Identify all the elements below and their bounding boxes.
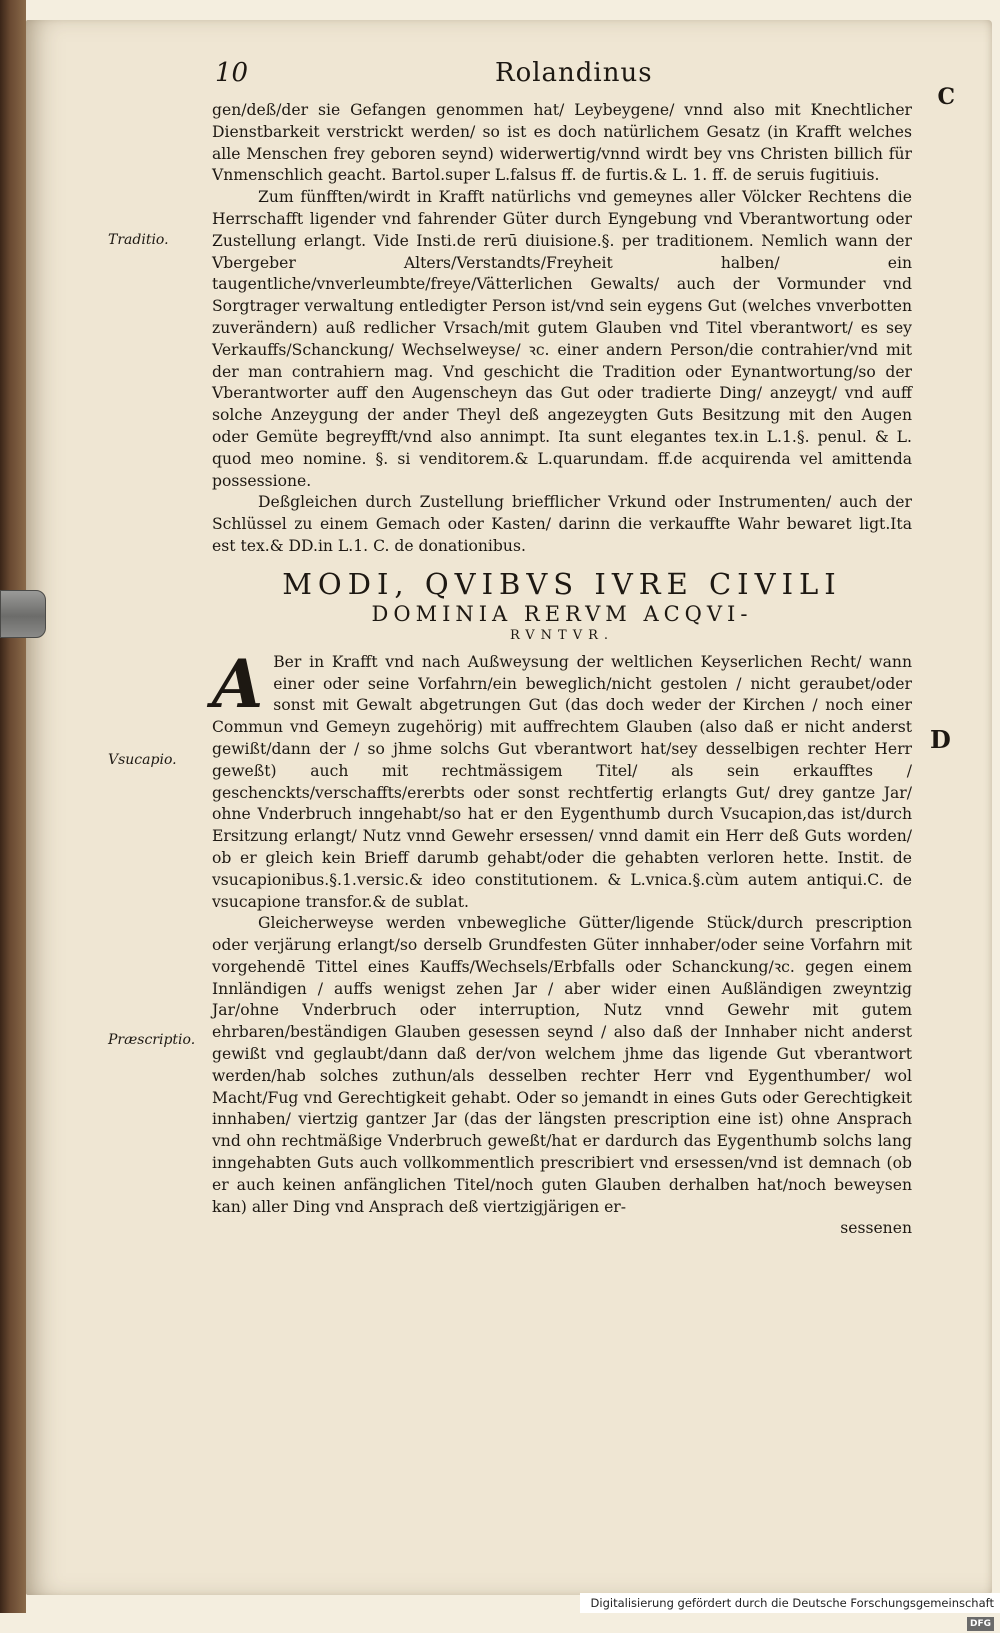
paragraph-4-text: Ber in Krafft vnd nach Außweysung der weltlichen Keyserlichen Recht/ wann einer oder seine Vorfahrn/ein beweglich/nicht gestolen / nicht geraubet/oder sonst mit Gewalt abgetrungen Gut (das doch weder der Kirchen / noch einer Commun vnd Gemeyn zugehörig) mit auffrechtem Glauben (also daß er nicht anderst gewißt/dann der / so jhme solchs Gut vberantwort hat/sey desselbigen rechter Herr geweßt) auch mit rechtmässigem Titel/ als sein erkaufftes / geschenckts/verschaffts/ererbts oder sonst rechtfertig erlangts Gut/ drey gantze Jar/ ohne Vnderbruch inngehabt/so hat er den Eygenthumb durch Vsucapion,das ist/durch Ersitzung erlangt/ Nutz vnnd Gewehr ersessen/ vnnd damit ein Herr deß Guts worden/ ob er gleich kein Brieff darumb gehabt/oder die gehabten verloren hette. Instit. de vsucapionibus.§.1.versic.& ideo constitutionem. & L.vnica.§.cùm autem antiqui.C. de vsucapione transfor.& de sublat. <box>212 652 912 911</box>
book-spine-edge <box>0 0 26 1613</box>
section-heading <box>212 566 912 646</box>
metal-clasp <box>0 590 46 638</box>
marginal-note-praescriptio: Præscriptio. <box>108 1032 196 1048</box>
dfg-logo: DFG <box>967 1617 994 1631</box>
footer-credit <box>580 1593 1000 1629</box>
marginal-note-vsucapio: Vsucapio. <box>108 752 177 768</box>
page-number: 10 <box>215 58 249 88</box>
footer-credit-text: Digitalisierung gefördert durch die Deutsche Forschungsgemeinschaft <box>590 1596 994 1610</box>
heading-line-3: RVNTVR. <box>509 627 615 643</box>
marginal-note-traditio: Traditio. <box>108 232 169 248</box>
signature-mark: C <box>937 84 955 110</box>
signature-mark-right: D <box>930 725 951 754</box>
drop-capital: A <box>212 644 264 723</box>
paragraph-3: Deßgleichen durch Zustellung briefflicher Vrkund oder Instrumenten/ auch der Schlüssel zu einem Gemach oder Kasten/ darinn die verkauffte Wahr bewaret ligt.Ita est tex.& DD.in L.1. C. de donationibus. <box>212 493 912 555</box>
paragraph-2: Zum fünfften/wirdt in Krafft natürlichs vnd gemeynes aller Völcker Rechtens die Herrschafft ligender vnd fahrender Güter durch Eyngebung vnd Vberantwortung oder Zustellung erlangt. Vide Insti.de rerū diuisione.§. per traditionem. Nemlich wann der Vbergeber Alters/Verstandts/Freyheit halben/ ein taugentliche/vnverleumbte/freye/Vätterlichen Gewalts/ auch der Vormunder vnd Sorgtrager verwaltung entledigter Person ist/vnd sein eygens Gut (welches vnverbotten zuverändern) auß redlicher Vrsach/mit gutem Glauben vnd Titel vberantwort/ es sey Verkauffs/Schanckung/ Wechselweyse/ ꝛc. einer andern Person/die contrahier/vnd mit der man contrahiern mag. Vnd geschicht die Tradition oder Eynantwortung/so der Vberantworter auff den Augenscheyn das Gut oder tradierte Ding/ anzeygt/ vnd auff solche Anzeygung der ander Theyl deß angezeygten Guts Besitzung mit den Augen oder Gemüte begreyfft/vnd also annimpt. Ita sunt elegantes tex.in L.1.§. penul. & L. quod meo nomine. §. si venditorem.& L.quarundam. ff.de acquirenda vel amittenda possessione. <box>212 188 912 490</box>
page-header <box>215 58 955 110</box>
running-title: Rolandinus <box>495 58 653 88</box>
paragraph-5: Gleicherweyse werden vnbewegliche Gütter/ligende Stück/durch prescription oder verjärung erlangt/so derselb Grundfesten Güter innhaber/oder seine Vorfahrn mit vorgehendē Tittel eines Kauffs/Wechsels/Erbfalls oder Schanckung/ꝛc. gegen einem Innländigen / auffs wenigst zehen Jar / aber wider einen Außländigen zweyntzig Jar/ohne Vnderbruch oder interruption, Nutz vnnd Gewehr mit gutem ehrbaren/beständigen Glauben gesessen seynd / also daß der Innhaber nicht anderst gewißt vnd geglaubt/dann daß der/von welchem jhme das ligende Gut vberantwort werden/hab solches zuthun/als desselben rechter Herr vnd Eygenthumber/ wol Macht/Fug vnd Gerechtigkeit gehabt. Oder so jemandt in eines Guts oder Gerechtigkeit innhaben/ viertzig gantzer Jar (das der längsten prescription eine ist) ohne Ansprach vnd ohn rechtmäßige Vnderbruch geweßt/hat er dardurch das Eygenthumb solchs lang inngehabten Guts auch vollkommentlich prescribiert vnd ersessen/vnd ist demnach (ob er auch keinen anfänglichen Titel/noch guten Glauben derhalben hat/noch beweysen kan) aller Ding vnd Ansprach deß viertzigjärigen er- <box>212 914 912 1216</box>
heading-line-2: DOMINIA RERVM ACQVI- <box>371 601 753 626</box>
paragraph-4 <box>212 644 912 914</box>
heading-line-1: MODI, QVIBVS IVRE CIVILI <box>282 566 842 601</box>
catchword: sessenen <box>840 1219 912 1238</box>
main-text <box>212 100 912 1240</box>
paragraph-1: gen/deß/der sie Gefangen genommen hat/ Leybeygene/ vnnd also mit Knechtlicher Dienstbarkeit verstrickt werden/ so ist es doch natürlichem Gesatz (in Krafft welches alle Menschen frey geboren seynd) widerwertig/vnnd wirdt bey vns Christen billich für Vnmenschlich geacht. Bartol.super L.falsus ff. de furtis.& L. 1. ff. de seruis fugitiuis. <box>212 101 912 185</box>
